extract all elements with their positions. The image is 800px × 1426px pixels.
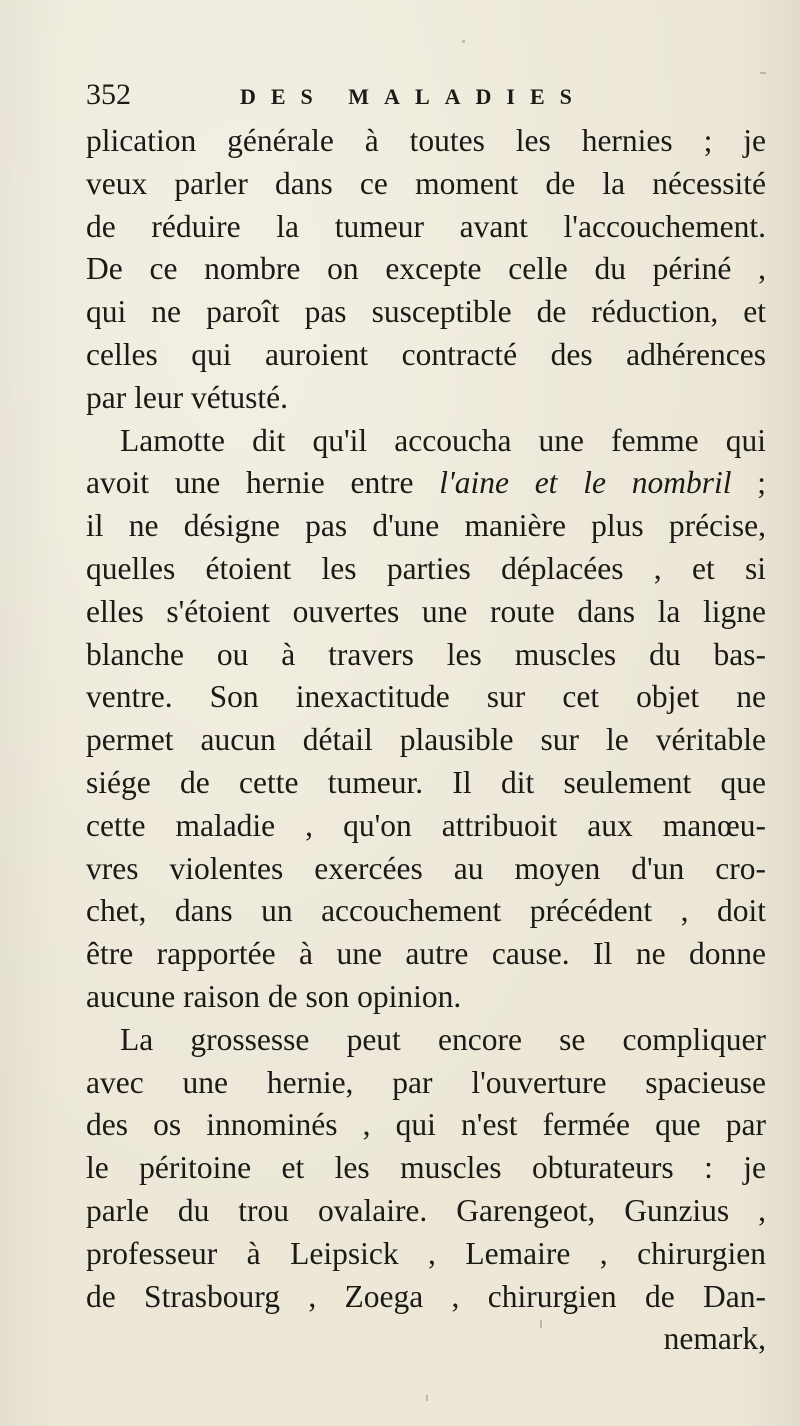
text-line: veux parler dans ce moment de la nécessité <box>86 165 766 201</box>
text-line: quelles étoient les parties déplacées , et si <box>86 550 766 586</box>
text-line: De ce nombre on excepte celle du périné , <box>86 251 766 287</box>
text-line: blanche ou à travers les muscles du bas- <box>86 636 766 672</box>
text-line: de réduire la tumeur avant l'accouchement. <box>86 208 766 244</box>
italic-phrase: l'aine et le nombril <box>439 465 732 501</box>
text-line: Lamotte dit qu'il accoucha une femme qui <box>120 422 766 458</box>
text-line: par leur vétusté. <box>86 379 289 415</box>
text-line: ventre. Son inexactitude sur cet objet ne <box>86 679 766 715</box>
paper-speck <box>540 1320 542 1328</box>
text-line: le péritoine et les muscles obturateurs : je <box>86 1150 766 1186</box>
text-fragment: ; <box>731 465 766 501</box>
text-line: siége de cette tumeur. Il dit seulement que <box>86 764 766 800</box>
text-line: nemark, <box>663 1321 766 1357</box>
text-line: parle du trou ovalaire. Garengeot, Gunzius , <box>86 1192 766 1228</box>
text-line: plication générale à toutes les hernies ; je <box>86 123 766 158</box>
text-line: des os innominés , qui n'est fermée que par <box>86 1107 766 1143</box>
text-line: celles qui auroient contracté des adhérences <box>86 336 766 372</box>
text-line: permet aucun détail plausible sur le véritable <box>86 722 766 758</box>
paper-speck <box>462 40 465 43</box>
text-line: de Strasbourg , Zoega , chirurgien de Dan- <box>86 1278 766 1314</box>
page-header <box>86 78 726 118</box>
text-line: vres violentes exercées au moyen d'un cro- <box>86 850 766 886</box>
text-line <box>86 462 766 505</box>
text-line: qui ne paroît pas susceptible de réduction, et <box>86 294 766 330</box>
text-line: il ne désigne pas d'une manière plus précise, <box>86 508 766 544</box>
text-line: professeur à Leipsick , Lemaire , chirurgien <box>86 1235 766 1271</box>
text-line: La grossesse peut encore se compliquer <box>120 1021 766 1057</box>
paper-speck <box>426 1395 428 1401</box>
text-line: chet, dans un accouchement précédent , doit <box>86 893 766 929</box>
text-line: cette maladie , qu'on attribuoit aux manœu- <box>86 807 766 843</box>
body-text <box>86 120 766 1361</box>
text-line: être rapportée à une autre cause. Il ne donne <box>86 936 766 972</box>
text-fragment: avoit une hernie entre <box>86 465 440 501</box>
running-head: DES MALADIES <box>240 84 587 109</box>
text-line: avec une hernie, par l'ouverture spacieuse <box>86 1064 766 1100</box>
paper-speck <box>760 72 766 74</box>
text-line: aucune raison de son opinion. <box>86 978 462 1014</box>
text-line: elles s'étoient ouvertes une route dans la ligne <box>86 593 766 629</box>
page-number: 352 <box>86 78 131 111</box>
